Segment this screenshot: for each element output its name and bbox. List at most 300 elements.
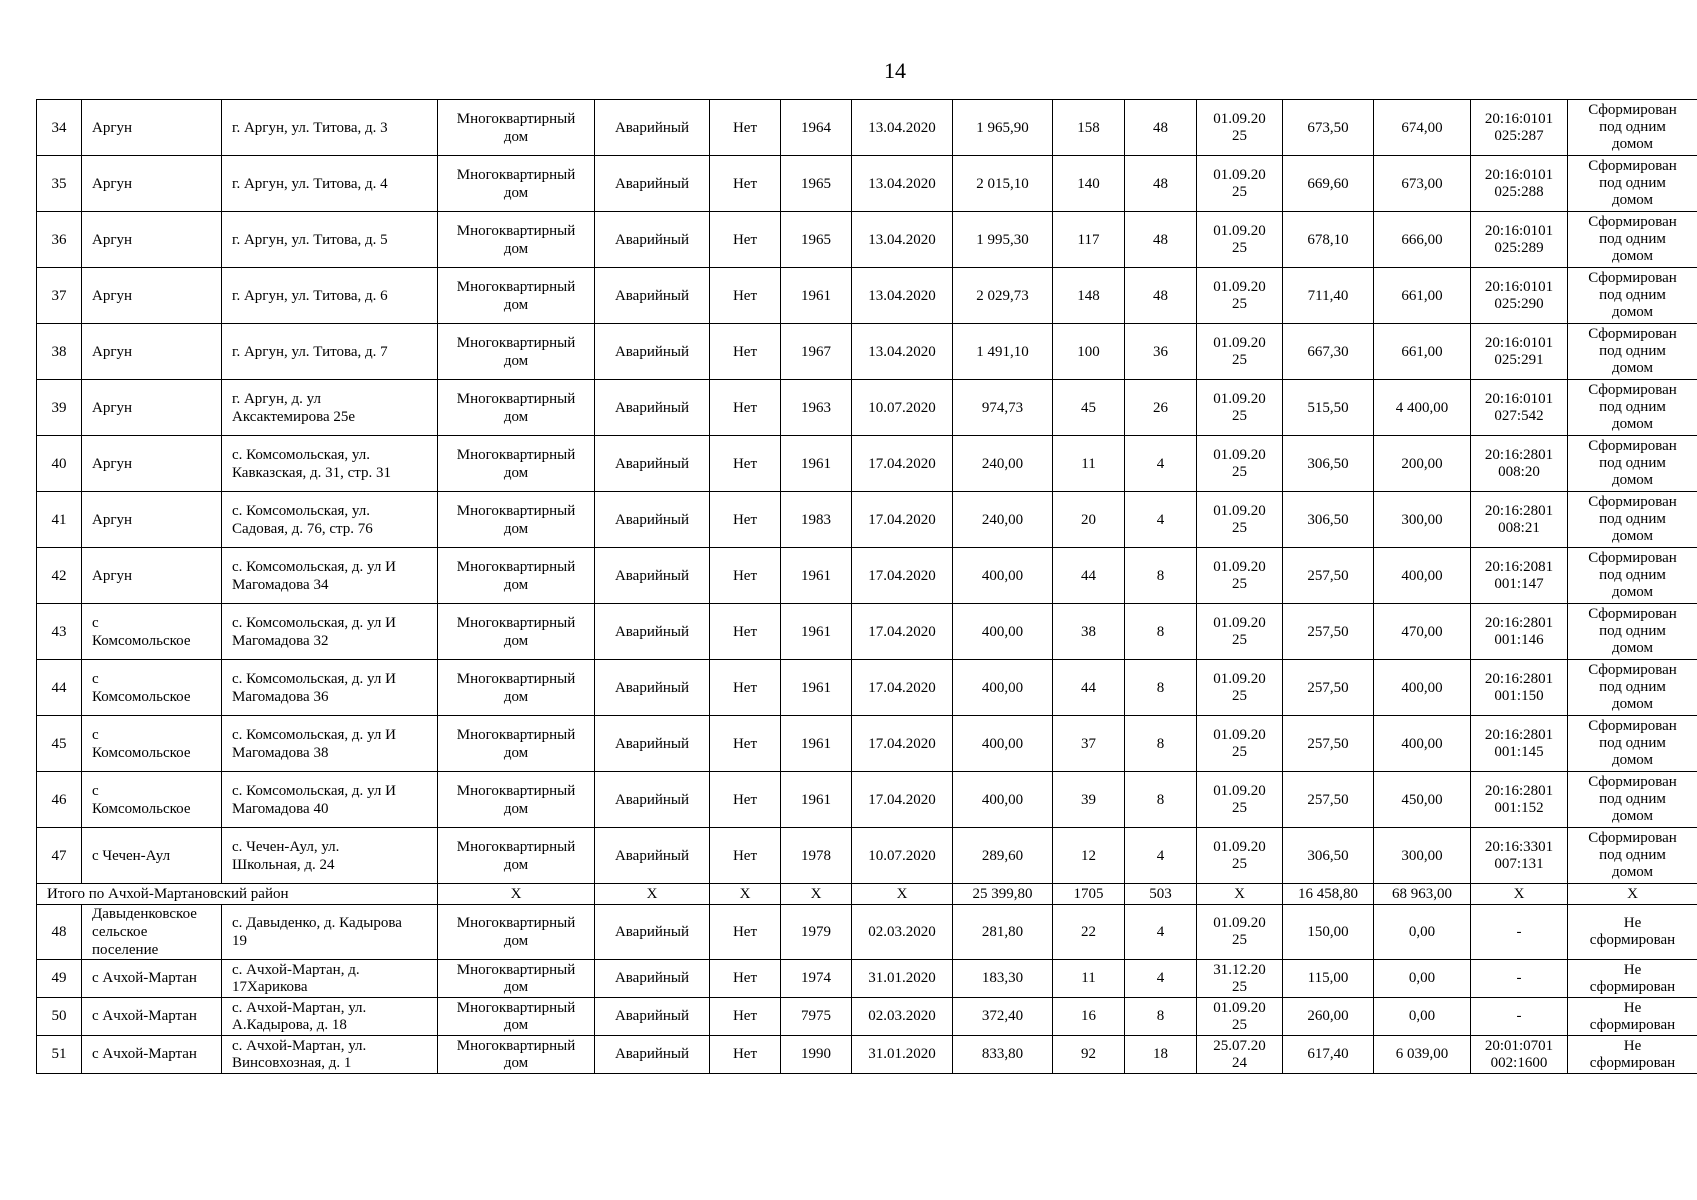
cell-build-year: 1963 bbox=[781, 380, 852, 436]
cell-address: с. Ачхой-Мартан, ул. Винсовхозная, д. 1 bbox=[222, 1036, 438, 1074]
cell-land-plot-status: Сформирован под одним домом bbox=[1568, 212, 1697, 268]
cell-residents-count: 140 bbox=[1053, 156, 1125, 212]
table-row bbox=[37, 492, 1697, 548]
cell-recognition-date: 17.04.2020 bbox=[852, 716, 953, 772]
cell-resettlement-deadline: 01.09.20 25 bbox=[1197, 905, 1283, 960]
cell-living-area: 306,50 bbox=[1283, 436, 1374, 492]
total-area: 25 399,80 bbox=[953, 884, 1053, 905]
cell-status-flag: Нет bbox=[710, 1036, 781, 1074]
cell-living-area: 257,50 bbox=[1283, 716, 1374, 772]
cell-land-plot-status: Сформирован под одним домом bbox=[1568, 436, 1697, 492]
cell-address: г. Аргун, ул. Титова, д. 4 bbox=[222, 156, 438, 212]
cell-build-year: 1965 bbox=[781, 212, 852, 268]
cell-condition: Аварийный bbox=[595, 772, 710, 828]
cell-build-year: 1974 bbox=[781, 960, 852, 998]
total-residents: 1705 bbox=[1053, 884, 1125, 905]
cell-row-number: 47 bbox=[37, 828, 82, 884]
table-row bbox=[37, 960, 1697, 998]
table-row bbox=[37, 604, 1697, 660]
cell-recognition-date: 17.04.2020 bbox=[852, 492, 953, 548]
cell-municipality: с Ачхой-Мартан bbox=[82, 960, 222, 998]
cell-total-area: 400,00 bbox=[953, 604, 1053, 660]
cell-land-plot-status: Не сформирован bbox=[1568, 905, 1697, 960]
cell-total-area: 400,00 bbox=[953, 660, 1053, 716]
cell-apartments-count: 48 bbox=[1125, 212, 1197, 268]
cell-cadastral-number: - bbox=[1471, 960, 1568, 998]
cell-status-flag: Нет bbox=[710, 660, 781, 716]
table-row bbox=[37, 772, 1697, 828]
cell-row-number: 50 bbox=[37, 998, 82, 1036]
cell-apartments-count: 26 bbox=[1125, 380, 1197, 436]
total-living-area: 16 458,80 bbox=[1283, 884, 1374, 905]
cell-apartments-count: 8 bbox=[1125, 604, 1197, 660]
total-formed: X bbox=[1568, 884, 1697, 905]
cell-municipality: с Ачхой-Мартан bbox=[82, 1036, 222, 1074]
cell-land-area: 666,00 bbox=[1374, 212, 1471, 268]
cell-row-number: 39 bbox=[37, 380, 82, 436]
cell-building-type: Многоквартирный дом bbox=[438, 1036, 595, 1074]
cell-row-number: 35 bbox=[37, 156, 82, 212]
cell-residents-count: 39 bbox=[1053, 772, 1125, 828]
table-total-section bbox=[37, 884, 1697, 905]
cell-build-year: 1961 bbox=[781, 772, 852, 828]
table-body-main bbox=[37, 100, 1697, 884]
cell-municipality: с Комсомольское bbox=[82, 716, 222, 772]
cell-address: г. Аргун, ул. Титова, д. 6 bbox=[222, 268, 438, 324]
cell-living-area: 673,50 bbox=[1283, 100, 1374, 156]
cell-total-area: 974,73 bbox=[953, 380, 1053, 436]
cell-residents-count: 100 bbox=[1053, 324, 1125, 380]
cell-municipality: Аргун bbox=[82, 492, 222, 548]
cell-resettlement-deadline: 01.09.20 25 bbox=[1197, 324, 1283, 380]
cell-residents-count: 38 bbox=[1053, 604, 1125, 660]
cell-cadastral-number: 20:16:0101 025:288 bbox=[1471, 156, 1568, 212]
page-number: 14 bbox=[884, 58, 906, 83]
cell-land-area: 300,00 bbox=[1374, 492, 1471, 548]
cell-address: г. Аргун, д. ул Аксактемирова 25е bbox=[222, 380, 438, 436]
cell-total-area: 400,00 bbox=[953, 716, 1053, 772]
cell-resettlement-deadline: 01.09.20 25 bbox=[1197, 604, 1283, 660]
cell-status-flag: Нет bbox=[710, 156, 781, 212]
cell-status-flag: Нет bbox=[710, 960, 781, 998]
cell-residents-count: 12 bbox=[1053, 828, 1125, 884]
cell-land-plot-status: Сформирован под одним домом bbox=[1568, 716, 1697, 772]
cell-row-number: 43 bbox=[37, 604, 82, 660]
cell-recognition-date: 17.04.2020 bbox=[852, 548, 953, 604]
cell-resettlement-deadline: 01.09.20 25 bbox=[1197, 828, 1283, 884]
cell-cadastral-number: 20:16:0101 025:290 bbox=[1471, 268, 1568, 324]
cell-land-area: 0,00 bbox=[1374, 998, 1471, 1036]
cell-land-area: 661,00 bbox=[1374, 268, 1471, 324]
cell-address: с. Ачхой-Мартан, ул. А.Кадырова, д. 18 bbox=[222, 998, 438, 1036]
cell-municipality: с Комсомольское bbox=[82, 772, 222, 828]
cell-apartments-count: 4 bbox=[1125, 905, 1197, 960]
cell-cadastral-number: 20:16:2801 008:21 bbox=[1471, 492, 1568, 548]
cell-apartments-count: 4 bbox=[1125, 960, 1197, 998]
cell-residents-count: 44 bbox=[1053, 660, 1125, 716]
cell-status-flag: Нет bbox=[710, 436, 781, 492]
cell-cadastral-number: 20:16:3301 007:131 bbox=[1471, 828, 1568, 884]
cell-build-year: 1961 bbox=[781, 716, 852, 772]
table-row bbox=[37, 998, 1697, 1036]
cell-apartments-count: 8 bbox=[1125, 548, 1197, 604]
cell-land-area: 674,00 bbox=[1374, 100, 1471, 156]
cell-living-area: 257,50 bbox=[1283, 772, 1374, 828]
cell-status-flag: Нет bbox=[710, 380, 781, 436]
cell-total-area: 2 029,73 bbox=[953, 268, 1053, 324]
cell-living-area: 257,50 bbox=[1283, 660, 1374, 716]
cell-land-plot-status: Сформирован под одним домом bbox=[1568, 156, 1697, 212]
cell-land-area: 673,00 bbox=[1374, 156, 1471, 212]
cell-land-plot-status: Сформирован под одним домом bbox=[1568, 324, 1697, 380]
cell-resettlement-deadline: 01.09.20 25 bbox=[1197, 548, 1283, 604]
cell-land-area: 6 039,00 bbox=[1374, 1036, 1471, 1074]
cell-building-type: Многоквартирный дом bbox=[438, 100, 595, 156]
total-date: X bbox=[852, 884, 953, 905]
cell-condition: Аварийный bbox=[595, 100, 710, 156]
cell-row-number: 48 bbox=[37, 905, 82, 960]
cell-resettlement-deadline: 25.07.20 24 bbox=[1197, 1036, 1283, 1074]
cell-apartments-count: 4 bbox=[1125, 828, 1197, 884]
cell-condition: Аварийный bbox=[595, 212, 710, 268]
cell-recognition-date: 02.03.2020 bbox=[852, 905, 953, 960]
cell-land-area: 0,00 bbox=[1374, 905, 1471, 960]
cell-cadastral-number: 20:16:2801 001:152 bbox=[1471, 772, 1568, 828]
cell-residents-count: 148 bbox=[1053, 268, 1125, 324]
cell-recognition-date: 17.04.2020 bbox=[852, 604, 953, 660]
cell-condition: Аварийный bbox=[595, 268, 710, 324]
cell-cadastral-number: - bbox=[1471, 905, 1568, 960]
cell-residents-count: 44 bbox=[1053, 548, 1125, 604]
cell-row-number: 45 bbox=[37, 716, 82, 772]
cell-recognition-date: 17.04.2020 bbox=[852, 436, 953, 492]
cell-row-number: 49 bbox=[37, 960, 82, 998]
cell-build-year: 1979 bbox=[781, 905, 852, 960]
cell-address: с. Комсомольская, д. ул И Магомадова 32 bbox=[222, 604, 438, 660]
cell-apartments-count: 8 bbox=[1125, 716, 1197, 772]
cell-row-number: 34 bbox=[37, 100, 82, 156]
cell-apartments-count: 8 bbox=[1125, 660, 1197, 716]
cell-address: с. Комсомольская, д. ул И Магомадова 38 bbox=[222, 716, 438, 772]
cell-municipality: с Комсомольское bbox=[82, 604, 222, 660]
cell-total-area: 1 491,10 bbox=[953, 324, 1053, 380]
cell-address: с. Комсомольская, ул. Садовая, д. 76, стр. 76 bbox=[222, 492, 438, 548]
table-row bbox=[37, 660, 1697, 716]
cell-land-area: 470,00 bbox=[1374, 604, 1471, 660]
cell-living-area: 617,40 bbox=[1283, 1036, 1374, 1074]
cell-condition: Аварийный bbox=[595, 828, 710, 884]
cell-cadastral-number: 20:16:0101 025:287 bbox=[1471, 100, 1568, 156]
cell-build-year: 1978 bbox=[781, 828, 852, 884]
cell-building-type: Многоквартирный дом bbox=[438, 960, 595, 998]
cell-condition: Аварийный bbox=[595, 660, 710, 716]
cell-residents-count: 158 bbox=[1053, 100, 1125, 156]
cell-total-area: 1 995,30 bbox=[953, 212, 1053, 268]
cell-condition: Аварийный bbox=[595, 324, 710, 380]
cell-address: г. Аргун, ул. Титова, д. 7 bbox=[222, 324, 438, 380]
total-type: X bbox=[438, 884, 595, 905]
cell-land-area: 200,00 bbox=[1374, 436, 1471, 492]
cell-municipality: Аргун bbox=[82, 324, 222, 380]
cell-municipality: Аргун bbox=[82, 380, 222, 436]
table-row bbox=[37, 380, 1697, 436]
cell-resettlement-deadline: 01.09.20 25 bbox=[1197, 492, 1283, 548]
cell-municipality: Аргун bbox=[82, 100, 222, 156]
cell-status-flag: Нет bbox=[710, 716, 781, 772]
cell-condition: Аварийный bbox=[595, 380, 710, 436]
cell-build-year: 1961 bbox=[781, 548, 852, 604]
cell-cadastral-number: - bbox=[1471, 998, 1568, 1036]
cell-address: г. Аргун, ул. Титова, д. 3 bbox=[222, 100, 438, 156]
cell-apartments-count: 4 bbox=[1125, 492, 1197, 548]
cell-land-area: 0,00 bbox=[1374, 960, 1471, 998]
cell-cadastral-number: 20:16:2801 001:146 bbox=[1471, 604, 1568, 660]
table-row bbox=[37, 716, 1697, 772]
cell-building-type: Многоквартирный дом bbox=[438, 660, 595, 716]
cell-status-flag: Нет bbox=[710, 492, 781, 548]
cell-condition: Аварийный bbox=[595, 998, 710, 1036]
cell-building-type: Многоквартирный дом bbox=[438, 828, 595, 884]
cell-address: с. Комсомольская, д. ул И Магомадова 36 bbox=[222, 660, 438, 716]
total-label: Итого по Ачхой-Мартановский район bbox=[37, 884, 438, 905]
cell-living-area: 257,50 bbox=[1283, 604, 1374, 660]
cell-resettlement-deadline: 01.09.20 25 bbox=[1197, 436, 1283, 492]
cell-total-area: 2 015,10 bbox=[953, 156, 1053, 212]
cell-recognition-date: 13.04.2020 bbox=[852, 324, 953, 380]
cell-residents-count: 11 bbox=[1053, 436, 1125, 492]
cell-building-type: Многоквартирный дом bbox=[438, 324, 595, 380]
cell-municipality: с Ачхой-Мартан bbox=[82, 998, 222, 1036]
cell-resettlement-deadline: 01.09.20 25 bbox=[1197, 772, 1283, 828]
cell-living-area: 669,60 bbox=[1283, 156, 1374, 212]
cell-row-number: 44 bbox=[37, 660, 82, 716]
cell-land-area: 300,00 bbox=[1374, 828, 1471, 884]
cell-recognition-date: 31.01.2020 bbox=[852, 960, 953, 998]
cell-status-flag: Нет bbox=[710, 100, 781, 156]
table-row bbox=[37, 156, 1697, 212]
cell-cadastral-number: 20:16:0101 027:542 bbox=[1471, 380, 1568, 436]
cell-building-type: Многоквартирный дом bbox=[438, 772, 595, 828]
cell-residents-count: 45 bbox=[1053, 380, 1125, 436]
cell-total-area: 183,30 bbox=[953, 960, 1053, 998]
cell-build-year: 1965 bbox=[781, 156, 852, 212]
cell-status-flag: Нет bbox=[710, 324, 781, 380]
cell-total-area: 240,00 bbox=[953, 436, 1053, 492]
cell-cadastral-number: 20:16:2801 008:20 bbox=[1471, 436, 1568, 492]
cell-cadastral-number: 20:16:2081 001:147 bbox=[1471, 548, 1568, 604]
cell-condition: Аварийный bbox=[595, 492, 710, 548]
table-row bbox=[37, 100, 1697, 156]
cell-land-area: 400,00 bbox=[1374, 548, 1471, 604]
cell-land-area: 450,00 bbox=[1374, 772, 1471, 828]
cell-land-plot-status: Сформирован под одним домом bbox=[1568, 828, 1697, 884]
cell-build-year: 1961 bbox=[781, 436, 852, 492]
cell-living-area: 306,50 bbox=[1283, 492, 1374, 548]
cell-resettlement-deadline: 01.09.20 25 bbox=[1197, 660, 1283, 716]
table-row bbox=[37, 212, 1697, 268]
cell-living-area: 515,50 bbox=[1283, 380, 1374, 436]
cell-status-flag: Нет bbox=[710, 268, 781, 324]
cell-land-plot-status: Сформирован под одним домом bbox=[1568, 548, 1697, 604]
cell-building-type: Многоквартирный дом bbox=[438, 716, 595, 772]
cell-build-year: 1967 bbox=[781, 324, 852, 380]
cell-address: с. Давыденко, д. Кадырова 19 bbox=[222, 905, 438, 960]
total-land-area: 68 963,00 bbox=[1374, 884, 1471, 905]
cell-build-year: 1964 bbox=[781, 100, 852, 156]
cell-municipality: Аргун bbox=[82, 212, 222, 268]
cell-condition: Аварийный bbox=[595, 905, 710, 960]
cell-status-flag: Нет bbox=[710, 998, 781, 1036]
cell-condition: Аварийный bbox=[595, 1036, 710, 1074]
cell-resettlement-deadline: 01.09.20 25 bbox=[1197, 268, 1283, 324]
cell-status-flag: Нет bbox=[710, 905, 781, 960]
cell-cadastral-number: 20:16:2801 001:145 bbox=[1471, 716, 1568, 772]
cell-total-area: 400,00 bbox=[953, 772, 1053, 828]
total-apartments: 503 bbox=[1125, 884, 1197, 905]
cell-apartments-count: 4 bbox=[1125, 436, 1197, 492]
cell-condition: Аварийный bbox=[595, 604, 710, 660]
cell-building-type: Многоквартирный дом bbox=[438, 998, 595, 1036]
table-row bbox=[37, 436, 1697, 492]
cell-total-area: 240,00 bbox=[953, 492, 1053, 548]
cell-total-area: 833,80 bbox=[953, 1036, 1053, 1074]
cell-recognition-date: 02.03.2020 bbox=[852, 998, 953, 1036]
cell-recognition-date: 17.04.2020 bbox=[852, 660, 953, 716]
cell-building-type: Многоквартирный дом bbox=[438, 268, 595, 324]
cell-row-number: 38 bbox=[37, 324, 82, 380]
cell-apartments-count: 48 bbox=[1125, 268, 1197, 324]
cell-build-year: 1961 bbox=[781, 268, 852, 324]
table-row bbox=[37, 268, 1697, 324]
cell-apartments-count: 8 bbox=[1125, 772, 1197, 828]
cell-recognition-date: 17.04.2020 bbox=[852, 772, 953, 828]
cell-cadastral-number: 20:16:2801 001:150 bbox=[1471, 660, 1568, 716]
cell-address: с. Комсомольская, д. ул И Магомадова 40 bbox=[222, 772, 438, 828]
cell-condition: Аварийный bbox=[595, 960, 710, 998]
table-row bbox=[37, 828, 1697, 884]
cell-address: с. Чечен-Аул, ул. Школьная, д. 24 bbox=[222, 828, 438, 884]
cell-living-area: 257,50 bbox=[1283, 548, 1374, 604]
cell-total-area: 1 965,90 bbox=[953, 100, 1053, 156]
cell-land-area: 661,00 bbox=[1374, 324, 1471, 380]
cell-resettlement-deadline: 01.09.20 25 bbox=[1197, 716, 1283, 772]
cell-resettlement-deadline: 01.09.20 25 bbox=[1197, 156, 1283, 212]
cell-building-type: Многоквартирный дом bbox=[438, 156, 595, 212]
table-row bbox=[37, 1036, 1697, 1074]
cell-land-area: 4 400,00 bbox=[1374, 380, 1471, 436]
table-row bbox=[37, 324, 1697, 380]
total-status: X bbox=[710, 884, 781, 905]
cell-row-number: 41 bbox=[37, 492, 82, 548]
cell-row-number: 36 bbox=[37, 212, 82, 268]
cell-row-number: 46 bbox=[37, 772, 82, 828]
cell-status-flag: Нет bbox=[710, 604, 781, 660]
cell-building-type: Многоквартирный дом bbox=[438, 212, 595, 268]
cell-land-plot-status: Сформирован под одним домом bbox=[1568, 100, 1697, 156]
cell-building-type: Многоквартирный дом bbox=[438, 548, 595, 604]
cell-residents-count: 22 bbox=[1053, 905, 1125, 960]
table-row bbox=[37, 548, 1697, 604]
cell-resettlement-deadline: 01.09.20 25 bbox=[1197, 380, 1283, 436]
cell-resettlement-deadline: 01.09.20 25 bbox=[1197, 212, 1283, 268]
cell-municipality: Аргун bbox=[82, 268, 222, 324]
cell-recognition-date: 13.04.2020 bbox=[852, 212, 953, 268]
total-row bbox=[37, 884, 1697, 905]
housing-registry-table bbox=[36, 99, 1697, 1074]
cell-living-area: 115,00 bbox=[1283, 960, 1374, 998]
cell-residents-count: 37 bbox=[1053, 716, 1125, 772]
cell-apartments-count: 36 bbox=[1125, 324, 1197, 380]
cell-municipality: Давыденковское сельское поселение bbox=[82, 905, 222, 960]
cell-living-area: 150,00 bbox=[1283, 905, 1374, 960]
cell-row-number: 51 bbox=[37, 1036, 82, 1074]
cell-address: с. Ачхой-Мартан, д. 17Харикова bbox=[222, 960, 438, 998]
cell-municipality: с Комсомольское bbox=[82, 660, 222, 716]
cell-municipality: Аргун bbox=[82, 156, 222, 212]
cell-living-area: 667,30 bbox=[1283, 324, 1374, 380]
cell-cadastral-number: 20:01:0701 002:1600 bbox=[1471, 1036, 1568, 1074]
cell-land-plot-status: Не сформирован bbox=[1568, 1036, 1697, 1074]
cell-building-type: Многоквартирный дом bbox=[438, 604, 595, 660]
cell-row-number: 37 bbox=[37, 268, 82, 324]
cell-row-number: 42 bbox=[37, 548, 82, 604]
cell-build-year: 7975 bbox=[781, 998, 852, 1036]
cell-recognition-date: 13.04.2020 bbox=[852, 156, 953, 212]
cell-land-plot-status: Сформирован под одним домом bbox=[1568, 772, 1697, 828]
cell-land-plot-status: Сформирован под одним домом bbox=[1568, 380, 1697, 436]
cell-residents-count: 11 bbox=[1053, 960, 1125, 998]
cell-municipality: Аргун bbox=[82, 548, 222, 604]
cell-recognition-date: 10.07.2020 bbox=[852, 828, 953, 884]
cell-land-area: 400,00 bbox=[1374, 660, 1471, 716]
cell-condition: Аварийный bbox=[595, 436, 710, 492]
cell-status-flag: Нет bbox=[710, 548, 781, 604]
cell-building-type: Многоквартирный дом bbox=[438, 492, 595, 548]
cell-building-type: Многоквартирный дом bbox=[438, 436, 595, 492]
cell-residents-count: 20 bbox=[1053, 492, 1125, 548]
cell-apartments-count: 8 bbox=[1125, 998, 1197, 1036]
cell-municipality: Аргун bbox=[82, 436, 222, 492]
cell-resettlement-deadline: 01.09.20 25 bbox=[1197, 100, 1283, 156]
cell-status-flag: Нет bbox=[710, 828, 781, 884]
cell-residents-count: 117 bbox=[1053, 212, 1125, 268]
cell-land-plot-status: Не сформирован bbox=[1568, 998, 1697, 1036]
cell-land-plot-status: Сформирован под одним домом bbox=[1568, 604, 1697, 660]
cell-recognition-date: 13.04.2020 bbox=[852, 268, 953, 324]
cell-resettlement-deadline: 31.12.20 25 bbox=[1197, 960, 1283, 998]
cell-recognition-date: 10.07.2020 bbox=[852, 380, 953, 436]
cell-residents-count: 92 bbox=[1053, 1036, 1125, 1074]
cell-build-year: 1990 bbox=[781, 1036, 852, 1074]
cell-build-year: 1983 bbox=[781, 492, 852, 548]
cell-recognition-date: 13.04.2020 bbox=[852, 100, 953, 156]
cell-total-area: 289,60 bbox=[953, 828, 1053, 884]
cell-address: с. Комсомольская, д. ул И Магомадова 34 bbox=[222, 548, 438, 604]
cell-living-area: 306,50 bbox=[1283, 828, 1374, 884]
cell-status-flag: Нет bbox=[710, 212, 781, 268]
cell-condition: Аварийный bbox=[595, 716, 710, 772]
cell-living-area: 260,00 bbox=[1283, 998, 1374, 1036]
cell-total-area: 281,80 bbox=[953, 905, 1053, 960]
table-body-secondary bbox=[37, 905, 1697, 1074]
cell-apartments-count: 48 bbox=[1125, 100, 1197, 156]
cell-recognition-date: 31.01.2020 bbox=[852, 1036, 953, 1074]
cell-cadastral-number: 20:16:0101 025:289 bbox=[1471, 212, 1568, 268]
cell-land-plot-status: Сформирован под одним домом bbox=[1568, 268, 1697, 324]
total-deadline: X bbox=[1197, 884, 1283, 905]
cell-apartments-count: 18 bbox=[1125, 1036, 1197, 1074]
cell-living-area: 711,40 bbox=[1283, 268, 1374, 324]
